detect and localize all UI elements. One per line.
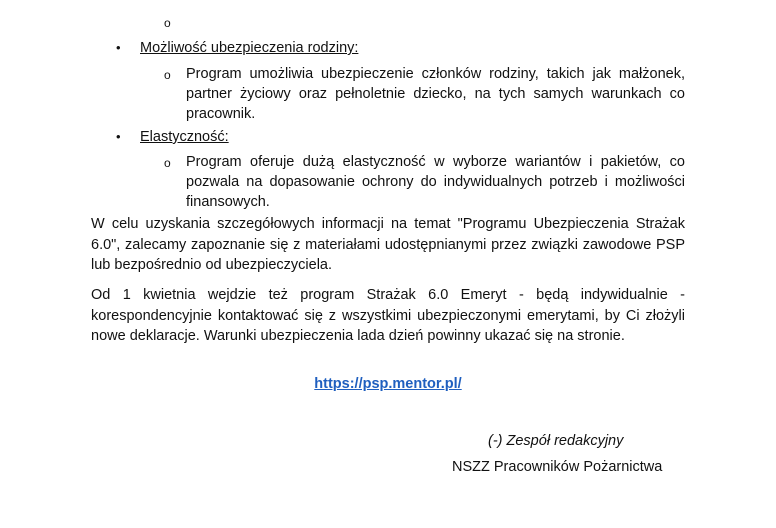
sub-item-text: Program umożliwia ubezpieczenie członków rodziny, takich jak małżonek, partner życiowy oraz pełnoletnie dziecko, na tych samych warunkach co pracownik. [186, 66, 685, 122]
signature-organization: NSZZ Pracowników Pożarnictwa [452, 459, 663, 475]
ring-bullet-icon: o [164, 156, 171, 170]
ring-bullet-icon: o [164, 68, 171, 82]
mentor-link[interactable]: https://psp.mentor.pl/ [314, 376, 462, 392]
disc-bullet-icon: • [116, 40, 121, 55]
paragraph-details-info: W celu uzyskania szczegółowych informacji na temat "Programu Ubezpieczenia Strażak 6.0", zalecamy zapoznanie się z materiałami udostępnianymi przez związki zawodowe PSP lub bezpośrednio od ubezpieczyciela. [91, 216, 685, 273]
bullet-label: Możliwość ubezpieczenia rodziny: [140, 40, 359, 56]
sub-item-text: Program oferuje dużą elastyczność w wyborze wariantów i pakietów, co pozwala na dopasowanie ochrony do indywidualnych potrzeb i możliwości finansowych. [186, 154, 685, 210]
ring-bullet-icon: o [164, 16, 171, 30]
paragraph-emeryt-program: Od 1 kwietnia wejdzie też program Strażak 6.0 Emeryt - będą indywidualnie - korespondencyjnie kontaktować się z wszystkimi ubezpieczonymi emerytami, by Ci złożyli nowe deklaracje. Warunki ubezpieczenia lada dzień powinny ukazać się na stronie. [91, 287, 685, 344]
disc-bullet-icon: • [116, 129, 121, 144]
signature-team: (-) Zespół redakcyjny [488, 433, 624, 449]
bullet-label: Elastyczność: [140, 129, 229, 145]
